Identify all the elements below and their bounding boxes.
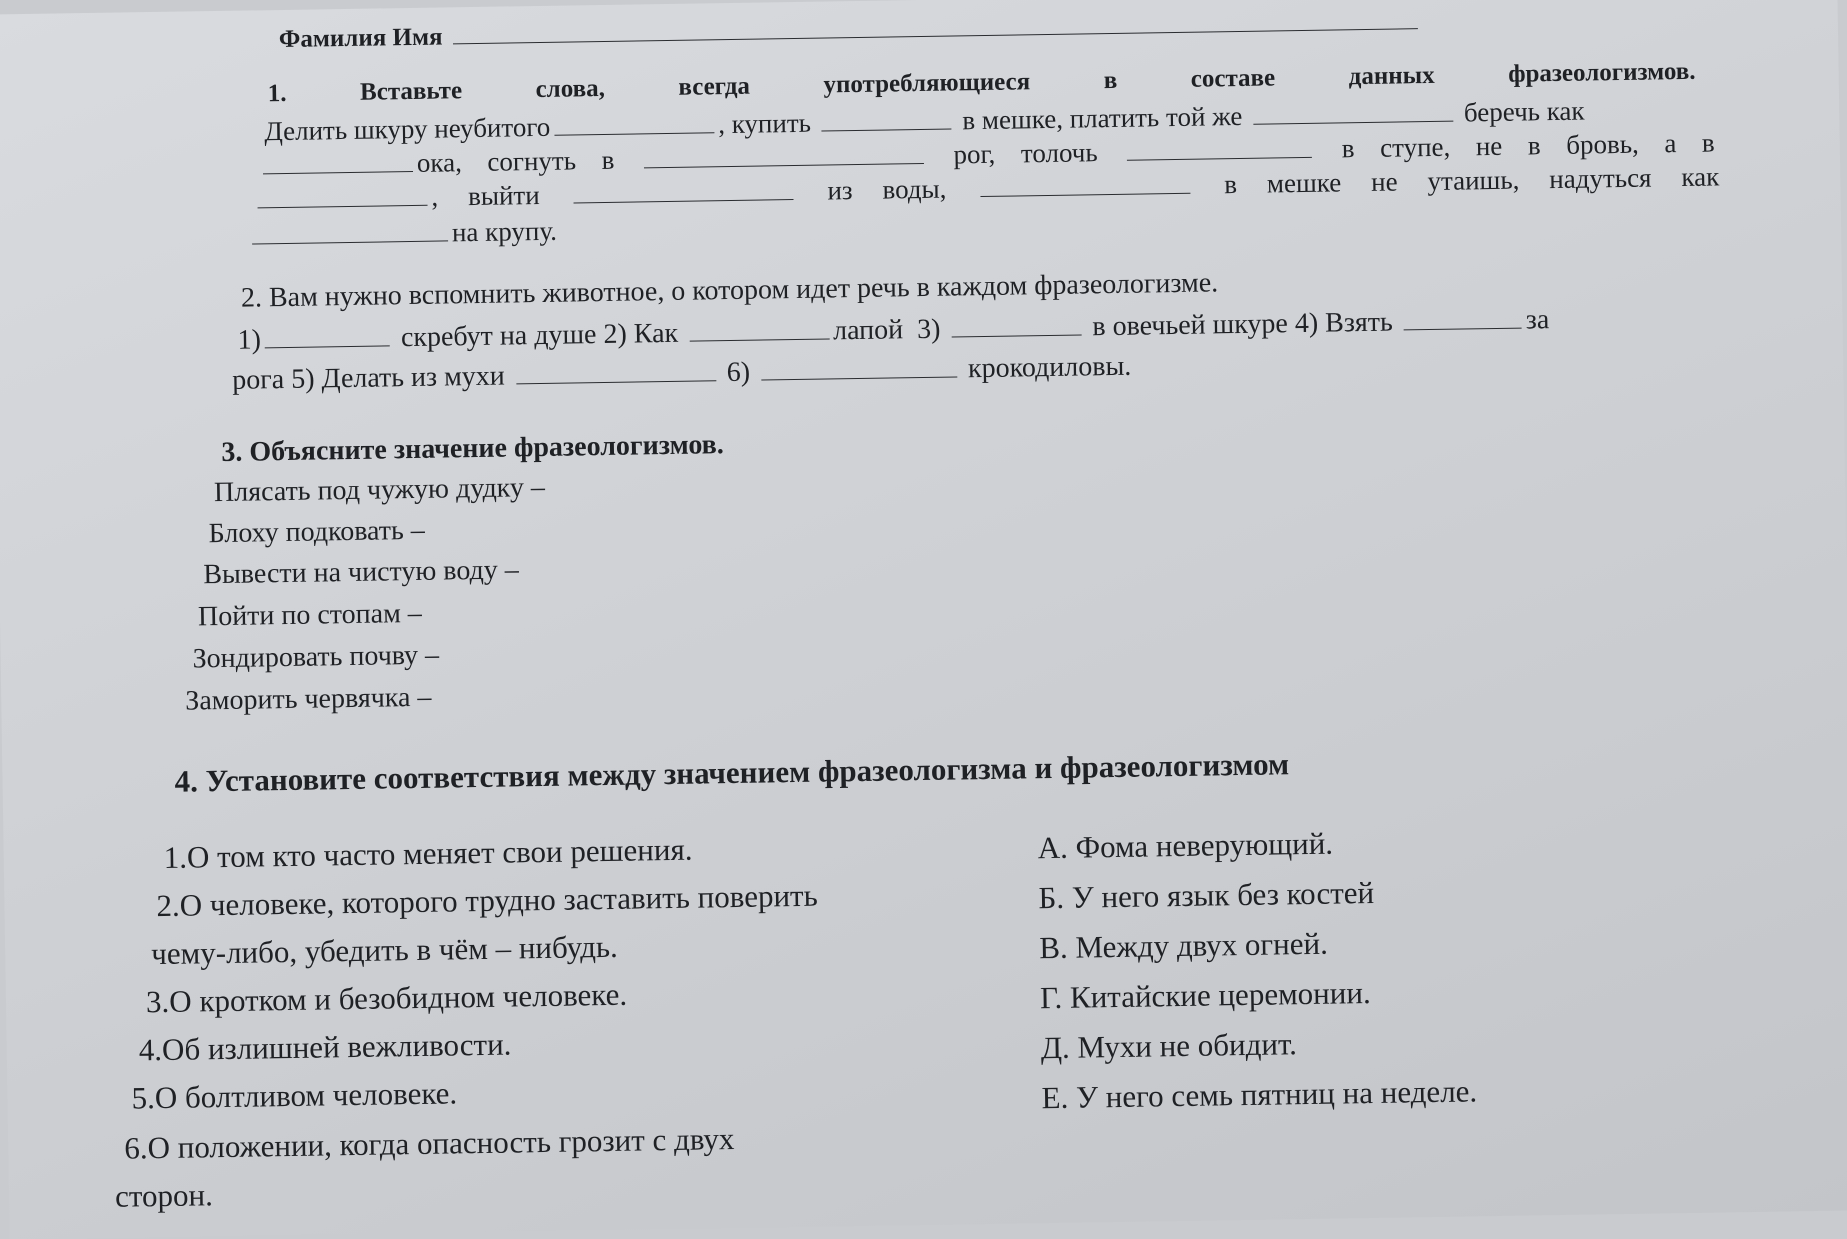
task4-meaning: 6.О положении, когда опасность грозит с двух xyxy=(124,1121,735,1166)
task1-title-word: данных xyxy=(1348,61,1435,91)
task1-title-word: составе xyxy=(1190,64,1276,93)
task1-text: утаишь, xyxy=(1427,164,1520,197)
task1-text: выйти xyxy=(467,179,540,212)
task2-line-2 xyxy=(232,351,1131,397)
task2-title: 2. Вам нужно вспомнить животное, о котором идет речь в каждом фразеологизме. xyxy=(240,267,1219,314)
task1-text: ока, xyxy=(416,147,463,178)
task1-text: надуться xyxy=(1549,162,1652,195)
task1-text: не xyxy=(1370,166,1398,197)
task4-meaning: 5.О болтливом человеке. xyxy=(131,1075,458,1116)
task1-text: беречь как xyxy=(1463,95,1585,128)
task2-text: за xyxy=(1525,304,1550,336)
fill-blank[interactable] xyxy=(263,170,413,174)
task1-text: в xyxy=(1527,130,1541,161)
fill-blank[interactable] xyxy=(252,239,448,244)
task4-meaning: 2.О человеке, которого трудно заставить поверить xyxy=(156,877,818,924)
task1-text: в xyxy=(1223,169,1238,200)
task4-phrase: Д. Мухи не обидит. xyxy=(1040,1026,1298,1066)
task1-text: на крупу. xyxy=(451,215,558,248)
fill-blank[interactable] xyxy=(516,379,716,384)
task1-text: в xyxy=(1701,127,1715,158)
task1-text: , xyxy=(431,181,439,212)
name-field-row xyxy=(279,8,1422,54)
fill-blank[interactable] xyxy=(574,198,794,203)
task4-meaning: 1.О том кто часто меняет свои решения. xyxy=(163,831,693,875)
task4-meaning: сторон. xyxy=(114,1177,214,1214)
task2-text: 4) Взять xyxy=(1294,306,1394,340)
task2-text: 1) xyxy=(237,324,262,356)
task1-title-word: всегда xyxy=(678,72,751,101)
task1-text: а xyxy=(1664,128,1677,159)
task4-phrase: В. Между двух огней. xyxy=(1039,925,1329,966)
name-blank-line[interactable] xyxy=(453,27,1418,44)
task4-phrase: Г. Китайские церемонии. xyxy=(1039,975,1371,1016)
task1-text: в xyxy=(601,144,615,175)
task4-meaning: 4.Об излишней вежливости. xyxy=(138,1026,512,1068)
fill-blank[interactable] xyxy=(761,375,957,380)
task1-text: как xyxy=(1681,161,1720,193)
fill-blank[interactable] xyxy=(1253,120,1453,125)
task1-text: согнуть xyxy=(487,145,577,177)
task1-title-word: слова, xyxy=(535,74,606,104)
fill-blank[interactable] xyxy=(1127,156,1312,161)
task1-text: в мешке, платить той же xyxy=(962,100,1243,136)
fill-blank[interactable] xyxy=(265,344,390,348)
task4-title: 4. Установите соответствия между значением фразеологизма и фразеологизмом xyxy=(174,746,1290,799)
task3-item: Вывести на чистую воду – xyxy=(203,554,520,591)
task1-text: ступе, xyxy=(1379,131,1451,163)
task2-text: 2) Как xyxy=(603,317,679,350)
task1-text: мешке xyxy=(1266,167,1342,199)
fill-blank[interactable] xyxy=(554,131,714,136)
fill-blank[interactable] xyxy=(258,204,428,209)
task1-title-word: фразеологизмов. xyxy=(1507,57,1696,88)
fill-blank[interactable] xyxy=(689,337,829,341)
task2-text: крокодиловы. xyxy=(967,350,1132,385)
task1-text: толочь xyxy=(1020,137,1098,169)
task1-text: , купить xyxy=(717,107,812,140)
task1-line-4 xyxy=(248,216,557,252)
fill-blank[interactable] xyxy=(1404,327,1522,331)
task4-phrase: Е. У него семь пятниц на неделе. xyxy=(1041,1073,1478,1116)
task3-item: Блоху подковать – xyxy=(208,514,425,550)
task1-title-word: в xyxy=(1103,66,1118,95)
task1-text: рог, xyxy=(953,138,996,170)
task3-title: 3. Объясните значение фразеологизмов. xyxy=(221,429,724,469)
task1-text: не xyxy=(1475,130,1503,162)
task2-line-1 xyxy=(237,304,1549,357)
fill-blank[interactable] xyxy=(980,192,1190,197)
task4-phrase: А. Фома неверующий. xyxy=(1037,825,1334,866)
task2-text: рога xyxy=(232,364,285,396)
fill-blank[interactable] xyxy=(644,162,924,168)
task2-text: лапой xyxy=(832,314,904,347)
fill-blank[interactable] xyxy=(952,333,1082,337)
task4-meaning: чему-либо, убедить в чём – нибудь. xyxy=(150,928,619,972)
task1-number: 1. xyxy=(267,79,287,108)
task1-text: в xyxy=(1341,133,1355,164)
task1-text: бровь, xyxy=(1565,128,1639,160)
task4-meaning: 3.О кротком и безобидном человеке. xyxy=(145,976,628,1020)
task1-text: воды, xyxy=(882,173,947,205)
name-label: Фамилия Имя xyxy=(278,23,443,54)
task1-title-word: Вставьте xyxy=(359,77,463,106)
task1-title-word: употребляющиеся xyxy=(823,68,1031,99)
task3-item: Пойти по стопам – xyxy=(197,597,423,633)
task4-phrase: Б. У него язык без костей xyxy=(1038,874,1375,916)
task1-text: из xyxy=(827,175,853,206)
task2-text: 3) xyxy=(916,313,941,346)
task2-text: скребут на душе xyxy=(400,319,597,354)
task3-item: Заморить червячка – xyxy=(185,681,432,717)
task1-text: Делить шкуру неубитого xyxy=(264,111,551,147)
task3-item: Зондировать почву – xyxy=(192,639,440,675)
task2-text: 6) xyxy=(726,356,751,389)
task2-text: в овечьей шкуре xyxy=(1092,308,1289,343)
task2-text: 5) Делать из мухи xyxy=(290,360,506,395)
task3-item: Плясать под чужую дудку – xyxy=(213,471,546,509)
fill-blank[interactable] xyxy=(822,127,952,131)
